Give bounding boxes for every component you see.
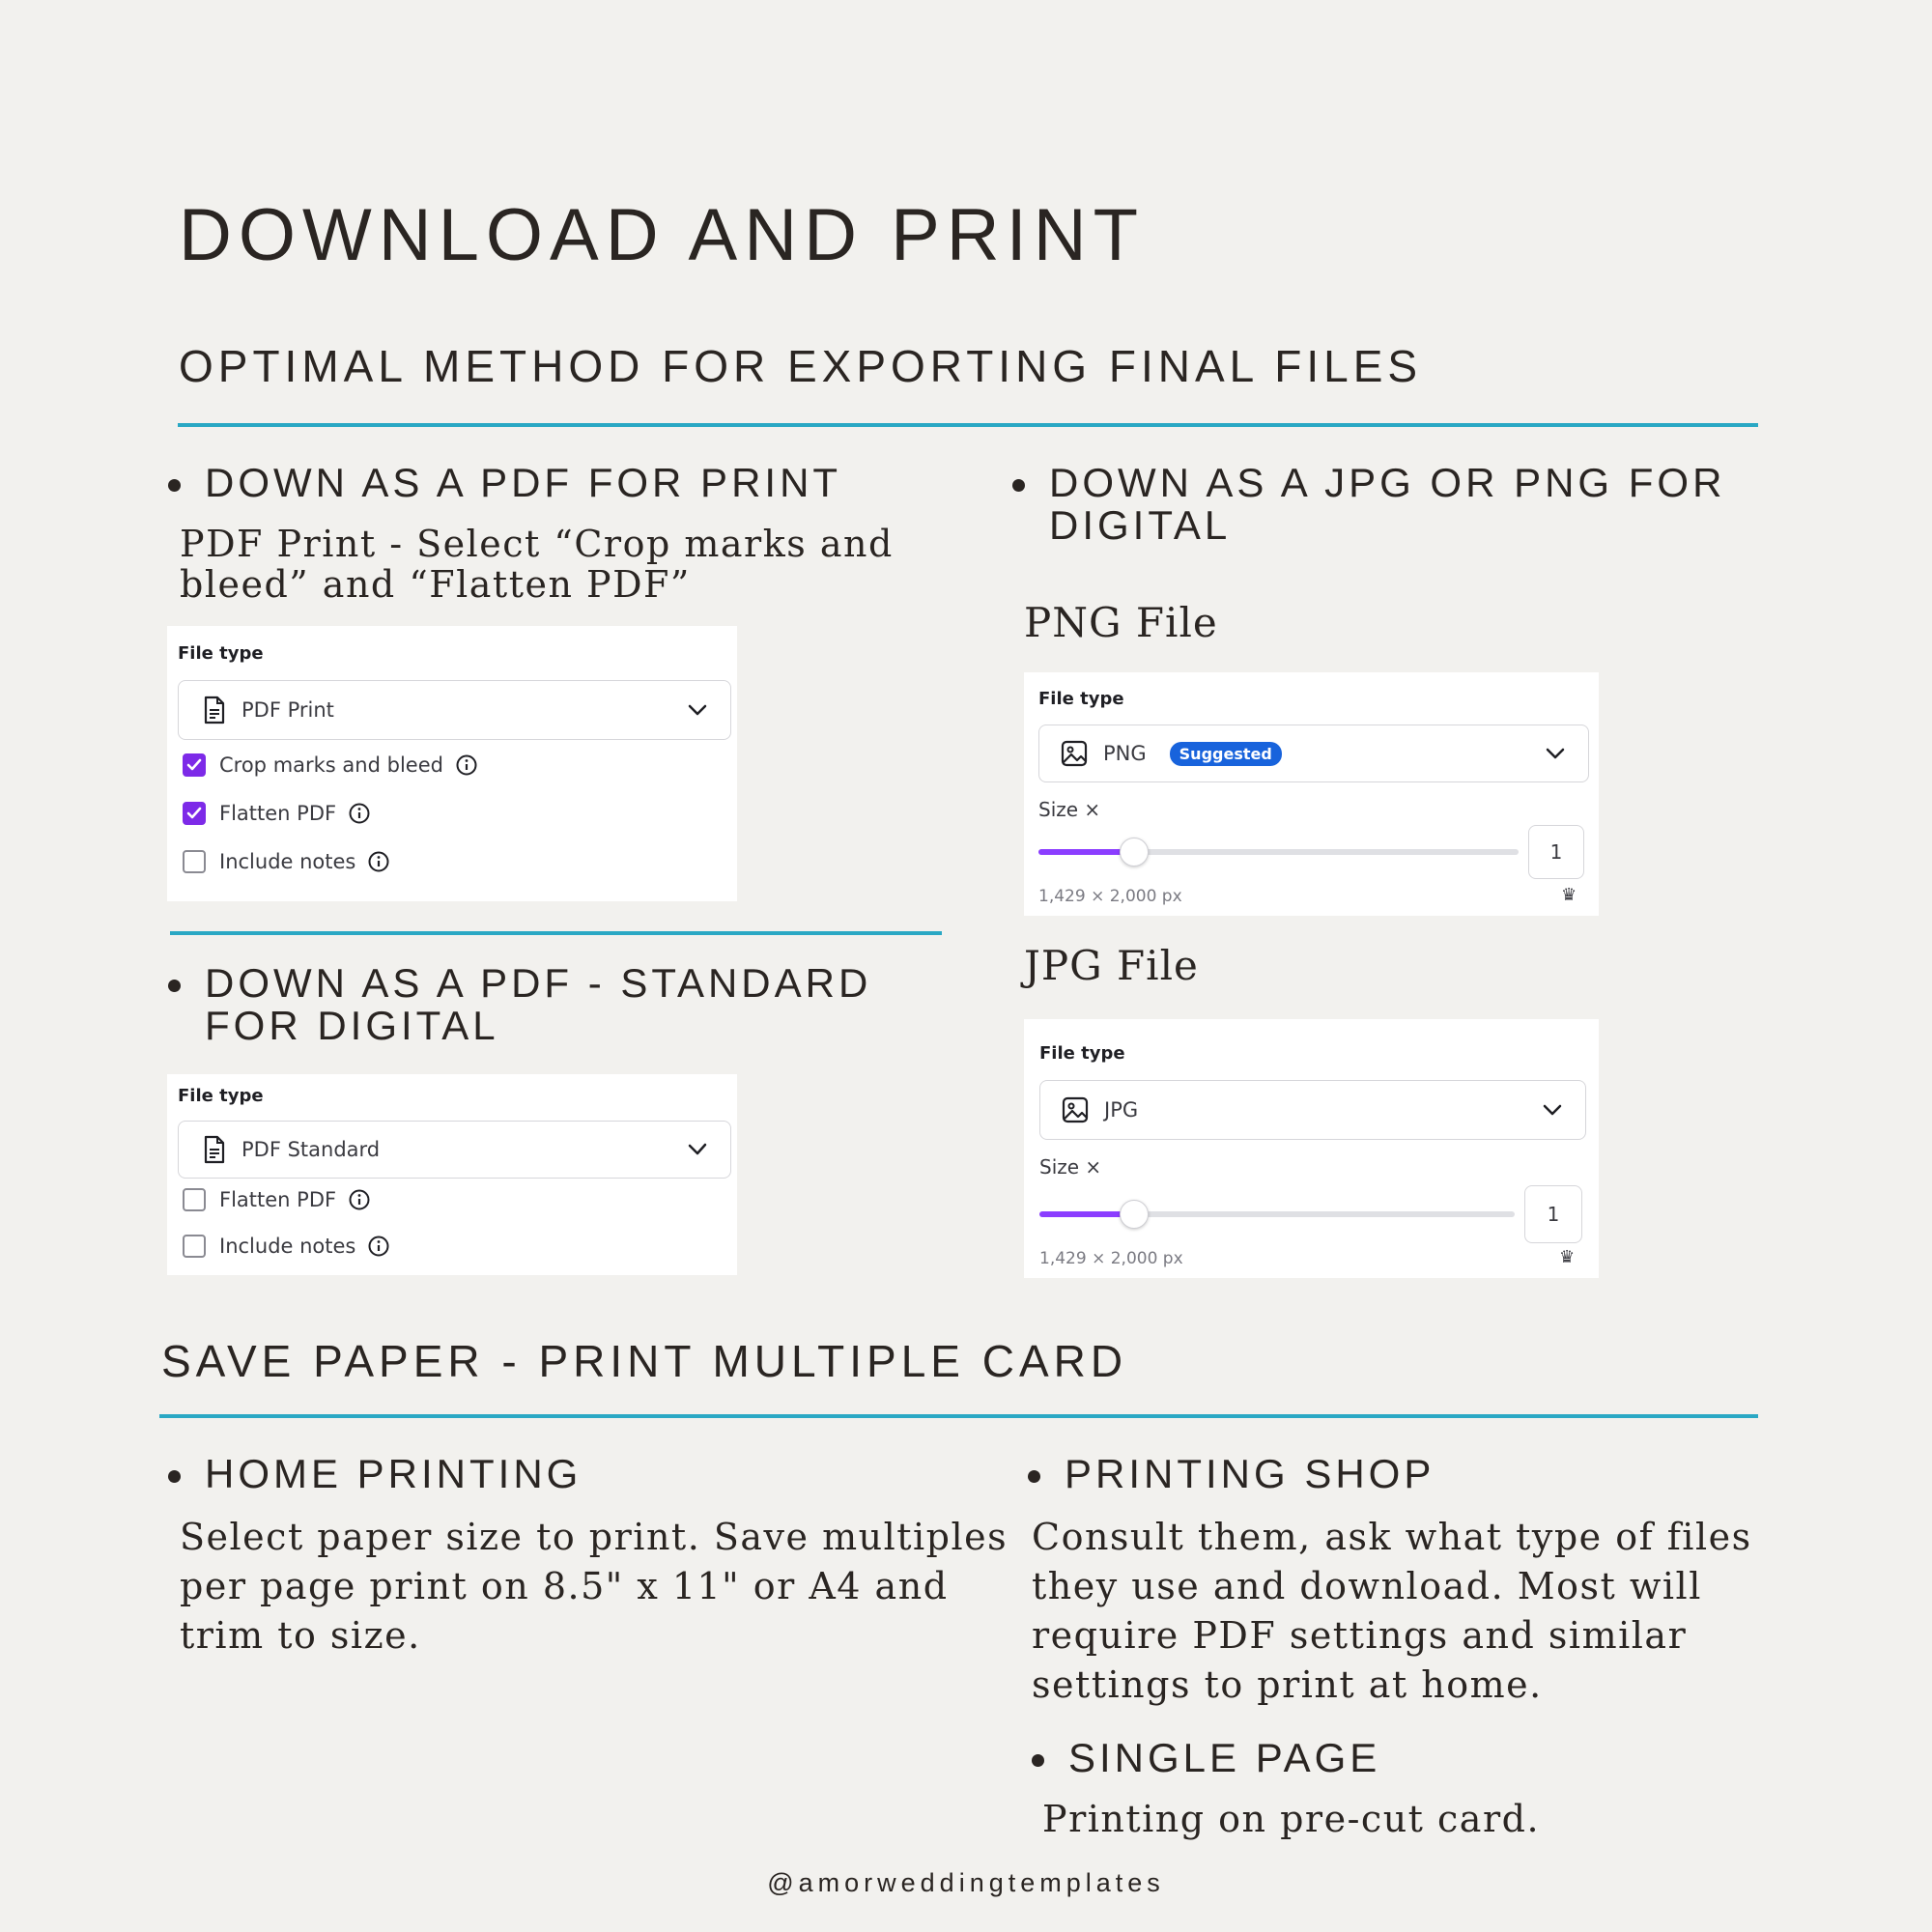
home-line-3: trim to size. [180,1614,421,1657]
dimensions-text: 1,429 × 2,000 px [1039,1249,1183,1268]
include-notes-option[interactable] [183,850,390,873]
crop-marks-option[interactable] [183,753,478,777]
crop-marks-checkbox[interactable] [183,753,206,777]
image-icon [1061,740,1088,767]
info-icon[interactable] [367,850,390,873]
file-type-label: File type [178,1086,264,1106]
pdf-standard-heading-2: FOR DIGITAL [205,1003,499,1048]
single-page-heading-text: SINGLE PAGE [1068,1735,1381,1780]
file-type-select[interactable] [1039,1080,1586,1140]
pdf-print-desc-2: bleed” and “Flatten PDF” [180,563,691,606]
file-type-value: PDF Print [242,698,334,722]
include-notes-checkbox[interactable] [183,850,206,873]
size-input[interactable]: 1 [1524,1185,1582,1243]
png-export-panel [1024,672,1599,916]
png-file-title: PNG File [1024,599,1218,646]
chevron-down-icon [1546,746,1565,764]
info-icon[interactable] [348,802,371,825]
shop-line-1: Consult them, ask what type of files [1032,1516,1752,1558]
document-icon [203,1135,226,1164]
home-printing-heading-text: HOME PRINTING [205,1451,582,1496]
info-icon[interactable] [348,1188,371,1211]
flatten-pdf-checkbox[interactable] [183,1188,206,1211]
printing-shop-heading-text: PRINTING SHOP [1065,1451,1435,1496]
size-label: Size × [1038,798,1101,821]
info-icon[interactable] [367,1235,390,1258]
size-label: Size × [1039,1155,1102,1179]
printing-shop-text [1032,1513,1752,1710]
info-icon[interactable] [455,753,478,777]
file-type-label: File type [1039,1043,1125,1064]
digital-heading-2: DIGITAL [1049,502,1232,548]
file-type-value: JPG [1104,1098,1139,1122]
printing-shop-heading [1028,1453,1435,1495]
include-notes-checkbox[interactable] [183,1235,206,1258]
include-notes-option[interactable] [183,1235,390,1258]
mid-left-divider [170,931,942,935]
footer-handle: @amorweddingtemplates [767,1868,1165,1897]
chevron-down-icon [1543,1102,1562,1121]
size-slider-thumb[interactable] [1120,1200,1149,1229]
size-input[interactable]: 1 [1528,825,1584,879]
home-printing-heading [168,1453,582,1495]
single-page-heading [1032,1737,1380,1779]
pdf-print-heading [168,462,841,504]
file-type-select[interactable] [1038,724,1589,782]
flatten-pdf-checkbox[interactable] [183,802,206,825]
flatten-pdf-label: Flatten PDF [219,1188,337,1211]
suggested-badge: Suggested [1170,742,1282,766]
save-paper-heading: SAVE PAPER - PRINT MULTIPLE CARD [161,1336,1128,1386]
home-printing-text [180,1513,1008,1661]
chevron-down-icon [688,1142,707,1160]
pdf-standard-panel [167,1074,737,1275]
crown-icon: ♛ [1559,1247,1576,1267]
top-divider [178,423,1758,427]
file-type-label: File type [178,643,264,664]
file-type-value: PDF Standard [242,1138,381,1161]
shop-line-3: require PDF settings and similar [1032,1614,1688,1657]
flatten-pdf-label: Flatten PDF [219,802,337,825]
digital-heading [1012,462,1725,547]
dimensions-text: 1,429 × 2,000 px [1038,887,1182,906]
pdf-standard-heading-1: DOWN AS A PDF - STANDARD [205,960,872,1006]
pdf-print-desc-1: PDF Print - Select “Crop marks and [180,523,894,565]
image-icon [1062,1096,1089,1123]
crop-marks-label: Crop marks and bleed [219,753,443,777]
single-page-text: Printing on pre-cut card. [1042,1798,1541,1840]
pdf-print-panel [167,626,737,901]
home-line-1: Select paper size to print. Save multiples [180,1516,1009,1558]
file-type-label: File type [1038,689,1124,709]
document-icon [203,696,226,724]
digital-heading-1: DOWN AS A JPG OR PNG FOR [1049,460,1726,505]
home-line-2: per page print on 8.5" x 11" or A4 and [180,1565,949,1607]
jpg-file-title: JPG File [1024,942,1199,989]
pdf-print-heading-text: DOWN AS A PDF FOR PRINT [205,460,842,505]
pdf-standard-heading [168,962,871,1047]
page-title: DOWNLOAD AND PRINT [179,194,1146,276]
flatten-pdf-option[interactable] [183,802,371,825]
include-notes-label: Include notes [219,850,356,873]
file-type-select[interactable] [178,680,731,740]
page-subtitle: OPTIMAL METHOD FOR EXPORTING FINAL FILES [179,341,1423,391]
include-notes-label: Include notes [219,1235,356,1258]
file-type-value: PNG [1103,742,1147,765]
file-type-select[interactable] [178,1121,731,1179]
shop-line-2: they use and download. Most will [1032,1565,1702,1607]
bottom-divider [159,1414,1758,1418]
flatten-pdf-option[interactable] [183,1188,371,1211]
chevron-down-icon [688,702,707,721]
shop-line-4: settings to print at home. [1032,1663,1543,1706]
crown-icon: ♛ [1561,885,1577,905]
size-slider-thumb[interactable] [1120,838,1149,867]
jpg-export-panel [1024,1019,1599,1278]
